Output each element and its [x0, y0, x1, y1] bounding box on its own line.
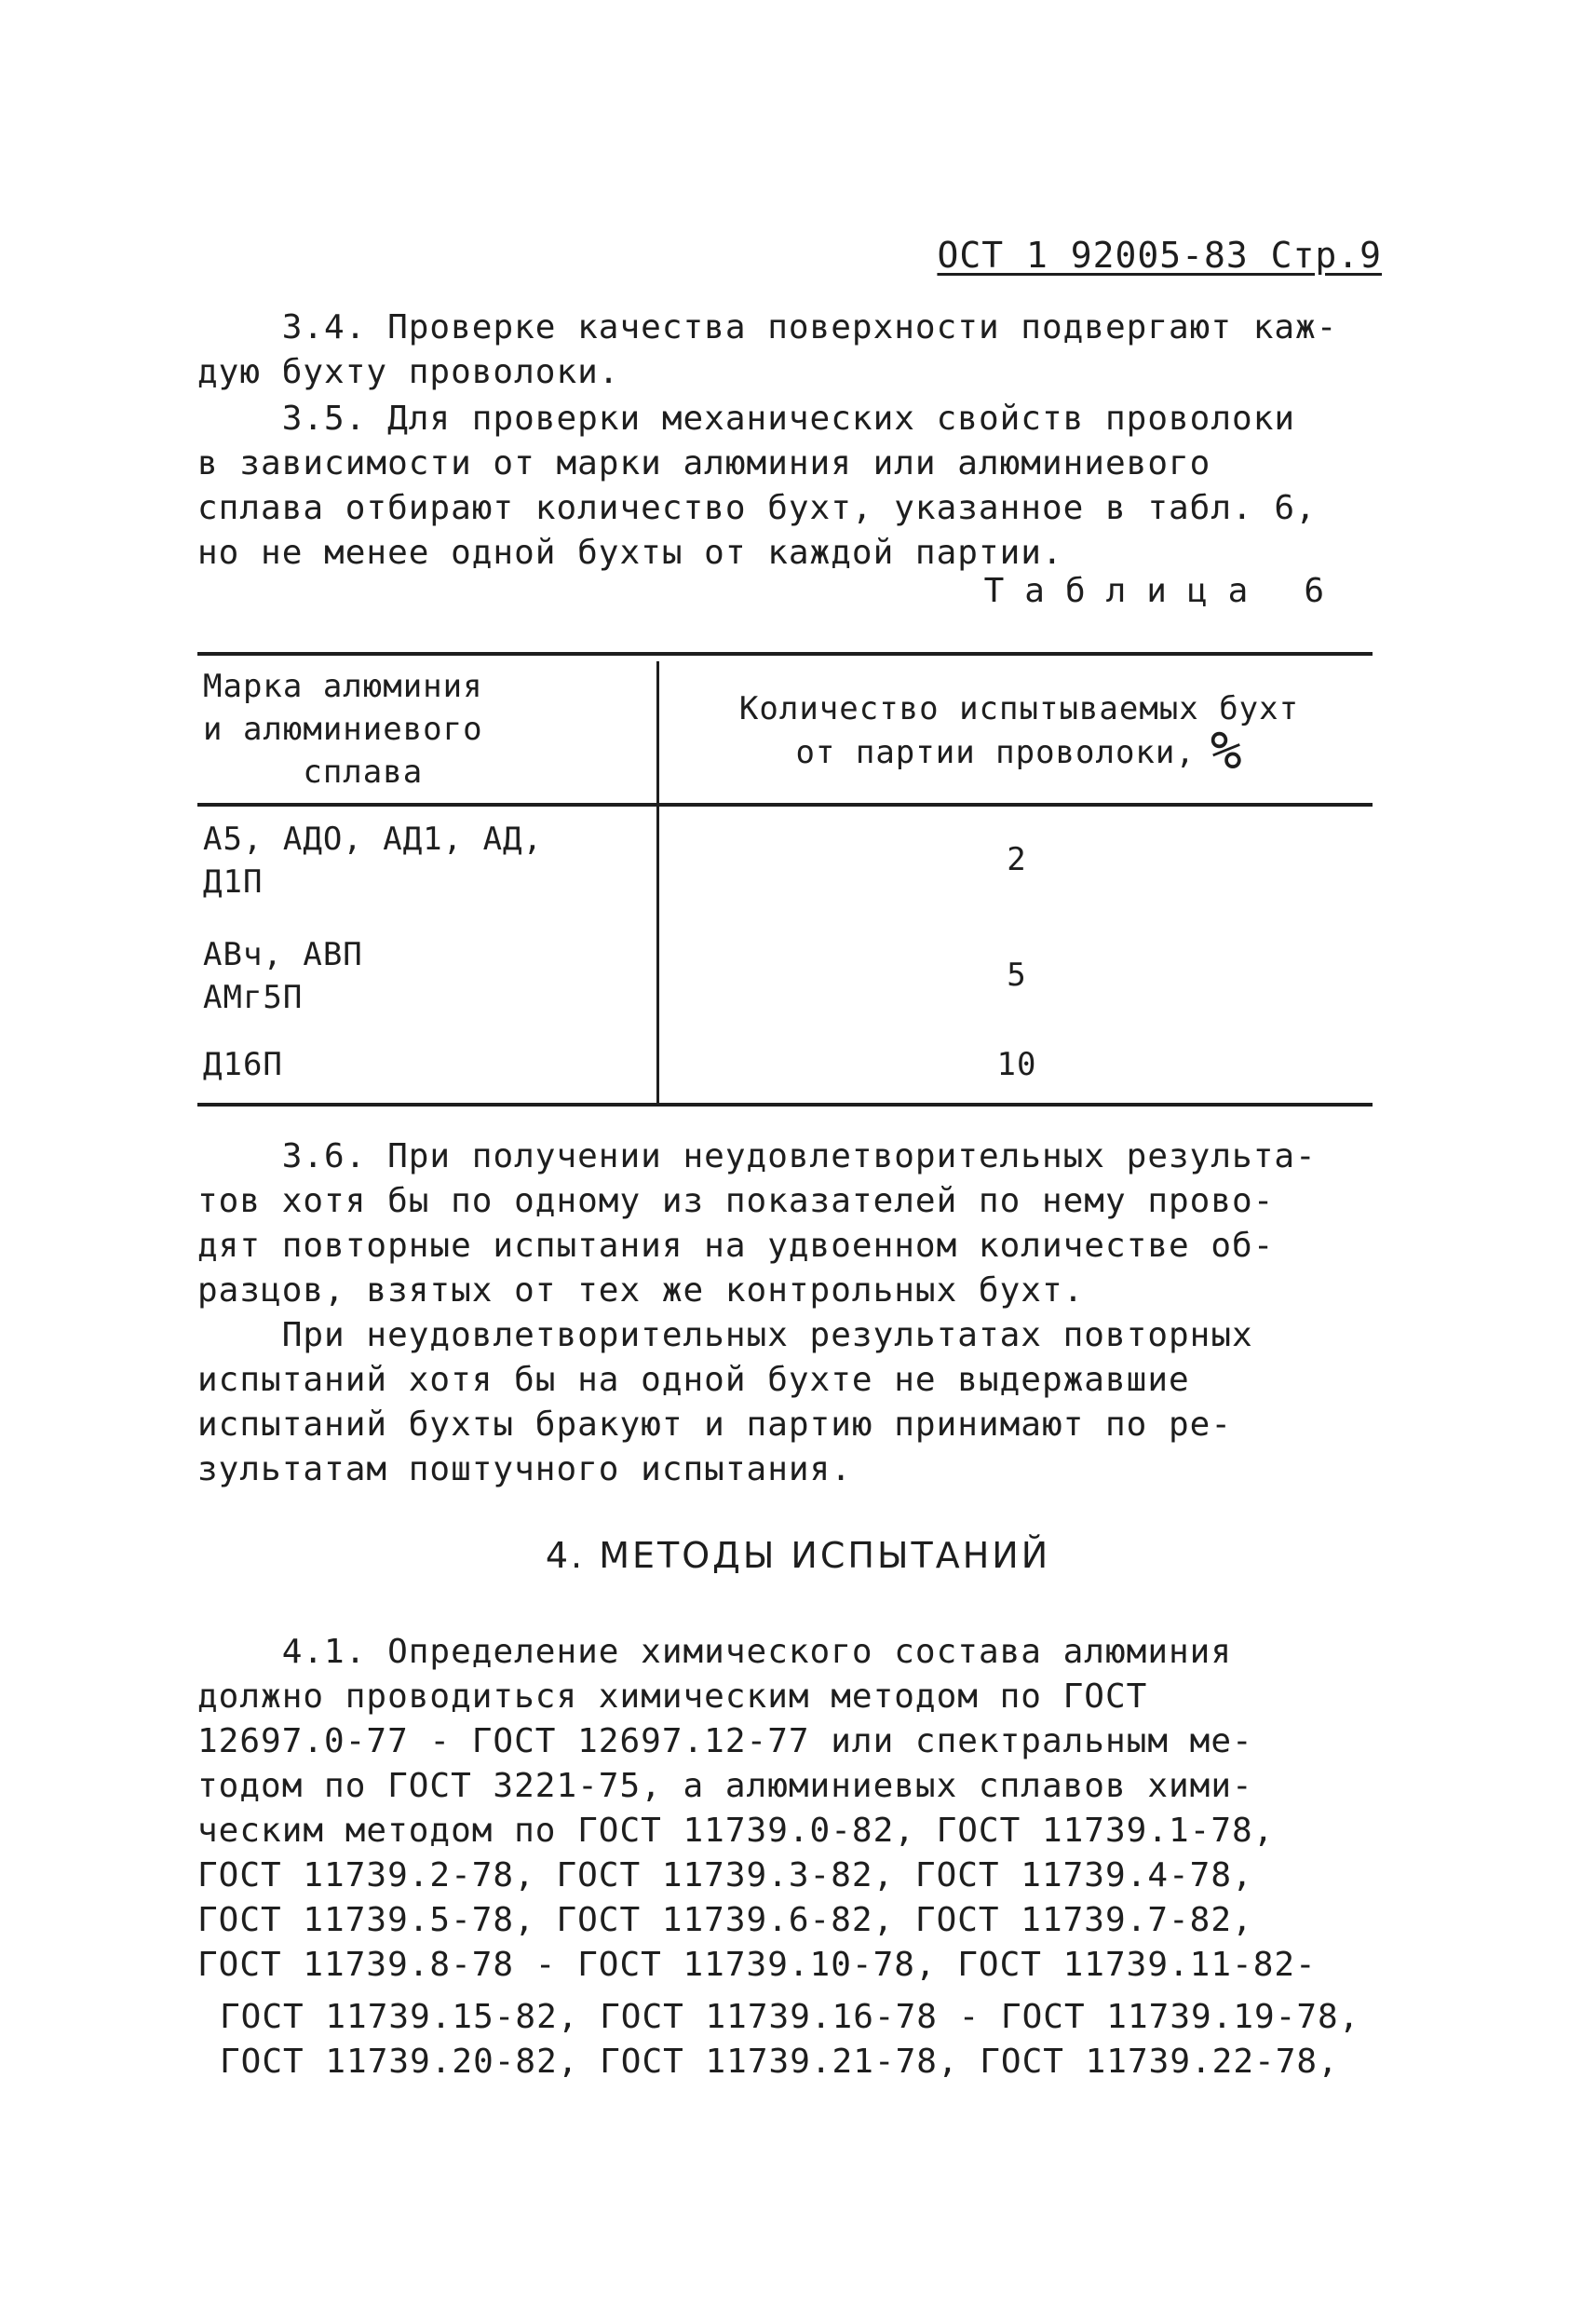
paragraph-3-5: 3.5. Для проверки механических свойств проволоки в зависимости от марки алюминия или алюминиевого сплава отбирают количество бухт, указанное в табл. 6, но не менее одной бухты от каждой партии. — [197, 400, 1317, 572]
table-row-2-grade: АВч, АВП АМг5П — [203, 936, 363, 1016]
section-title: 4. МЕТОДЫ ИСПЫТАНИЙ — [545, 1535, 1051, 1576]
table-header-quantity-label: Количество испытываемых бухт от партии проволоки, — [738, 690, 1300, 771]
table-header-grade: Марка алюминия и алюминиевого сплава — [203, 668, 483, 791]
paragraph-4-1-continued: ГОСТ 11739.15-82, ГОСТ 11739.16-78 - ГОСТ 11739.19-78, ГОСТ 11739.20-82, ГОСТ 11739.21-78, ГОСТ 11739.22-78, — [220, 1998, 1360, 2081]
table-column-divider — [656, 661, 659, 1103]
paragraph-3-6: 3.6. При получении неудовлетворительных результа- тов хотя бы по одному из показателей по нему прово- дят повторные испытания на удвоенном количестве об- разцов, взятых от тех же контрольных бухт. — [197, 1137, 1317, 1310]
table-caption-number: 6 — [1304, 572, 1324, 610]
table-row-1-grade: А5, АДО, АД1, АД, Д1П — [203, 821, 543, 901]
table-caption-word: Таблица — [983, 572, 1269, 610]
table-row-3-grade: Д16П — [203, 1046, 283, 1083]
paragraph-4-1: 4.1. Определение химического состава алюминия должно проводиться химическим методом по ГОСТ 12697.0-77 - ГОСТ 12697.12-77 или спектральным ме- тодом по ГОСТ 3221-75, а алюминиевых сплавов хими- ческим методом по ГОСТ 11739.0-82, ГОСТ 11739.1-78, ГОСТ 11739.2-78, ГОСТ 11739.3-82, ГОСТ 11739.4-78, ГОСТ 11739.5-78, ГОСТ 11739.6-82, ГОСТ 11739.7-82, ГОСТ 11739.8-78 - ГОСТ 11739.10-78, ГОСТ 11739.11-82- — [197, 1633, 1317, 1984]
paragraph-3-6-continued: При неудовлетворительных результатах повторных испытаний хотя бы на одной бухте не выдержавшие испытаний бухты бракуют и партию принимают по ре- зультатам поштучного испытания. — [197, 1316, 1253, 1488]
table-header-rule — [197, 803, 1373, 807]
table-row-3-quantity: 10 — [996, 1046, 1037, 1083]
sampling-table — [197, 652, 1373, 1108]
percent-unit: % — [1210, 721, 1243, 781]
table-caption — [984, 572, 1324, 610]
document-reference-header: ОСТ 1 92005-83 Стр.9 — [937, 235, 1382, 276]
table-row-2-quantity: 5 — [1007, 957, 1027, 994]
paragraph-3-4: 3.4. Проверке качества поверхности подвергают каж- дую бухту проволоки. — [197, 308, 1338, 391]
table-header-quantity — [672, 687, 1366, 781]
table-top-rule — [197, 652, 1373, 656]
table-bottom-rule — [197, 1103, 1373, 1107]
table-row-1-quantity: 2 — [1007, 841, 1027, 878]
